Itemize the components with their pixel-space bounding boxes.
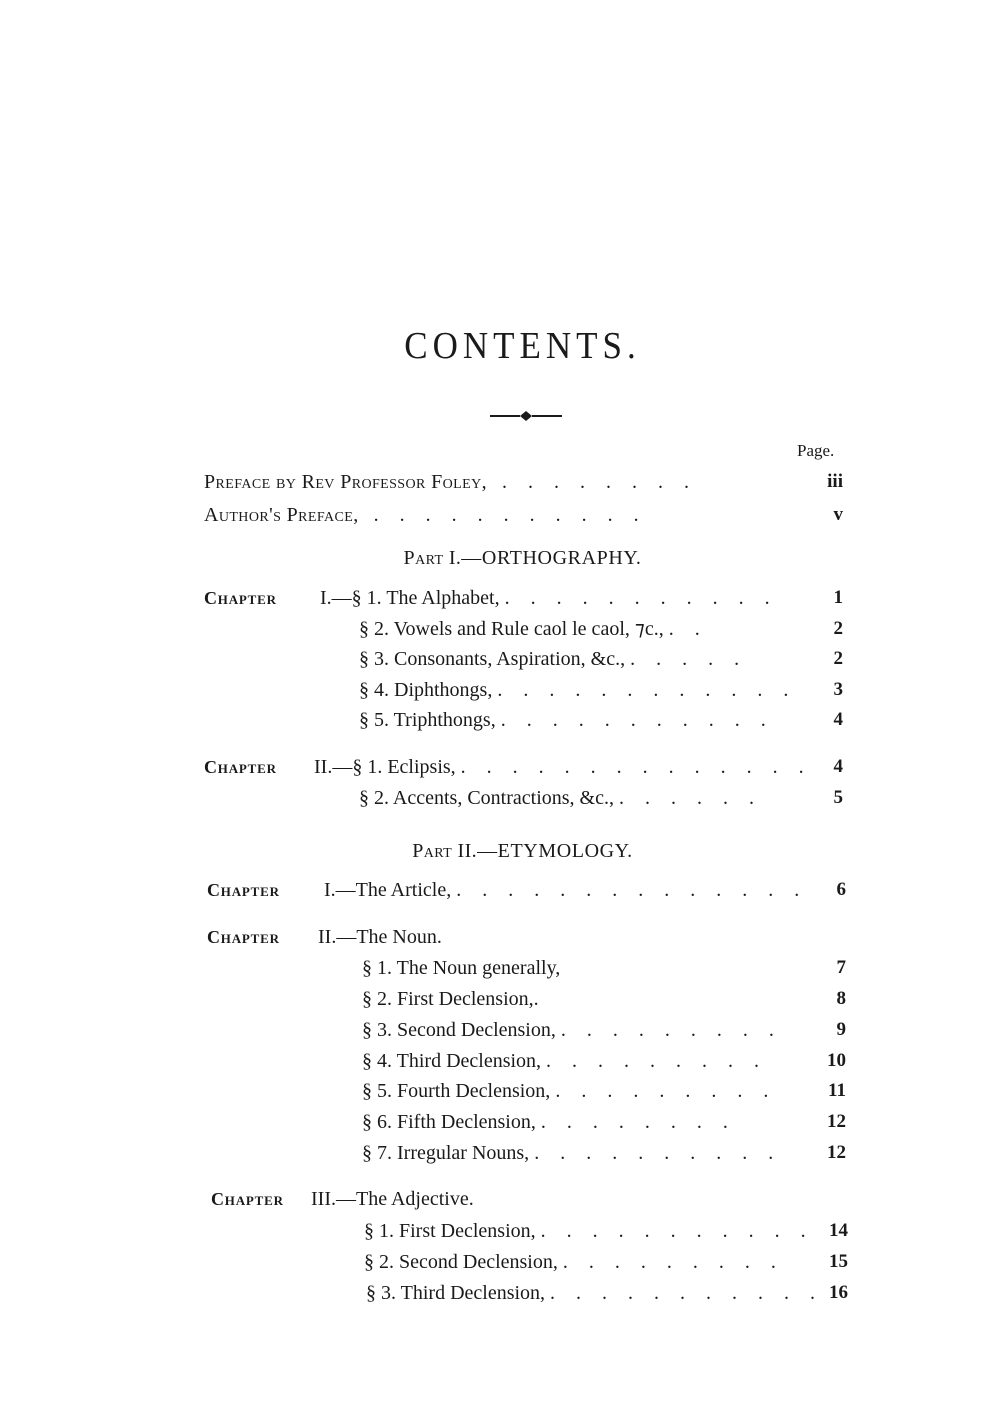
page-number: 12 [827, 1142, 846, 1163]
page-number: 7 [836, 957, 846, 978]
toc-entry [324, 877, 807, 903]
page-number: 8 [836, 988, 846, 1009]
leader-dots: . . . . . . . . [502, 471, 697, 493]
page-number: 9 [836, 1019, 846, 1040]
toc-entry [211, 1186, 284, 1212]
leader-dots: . . . . . . . . . . . . . . [460, 756, 812, 778]
toc-entry [207, 877, 280, 903]
page-number: 6 [836, 879, 846, 900]
page-number: 10 [827, 1050, 846, 1071]
entry-text: The Noun generally, [396, 957, 561, 979]
entry-text: Third Declension, [400, 1282, 546, 1304]
leader-dots: . . . . . . . . . . [534, 1142, 782, 1164]
chapter-number: III.— [311, 1188, 356, 1210]
leader-dots: . . [668, 618, 708, 640]
entry-text: Accents, Contractions, &c., [392, 787, 614, 809]
entry-label: Preface by Rev Professor Foley, [204, 471, 487, 493]
page-column-header: Page. [797, 441, 835, 460]
toc-entry [314, 754, 812, 780]
page-number: 2 [833, 618, 843, 639]
section-number: § 4. [362, 1050, 392, 1072]
leader-dots: . . . . . . . . . [546, 1050, 768, 1072]
toc-entry [204, 585, 277, 611]
entry-text: Triphthongs, [393, 709, 496, 731]
leader-dots: . . . . . [630, 648, 748, 670]
section-number: § 2. [359, 618, 389, 640]
toc-entry [320, 585, 778, 611]
toc-entry [362, 1109, 736, 1135]
toc-entry [362, 986, 544, 1012]
chapter-number: I.— [320, 587, 352, 609]
entry-text: First Declension,. [397, 988, 539, 1010]
part-title: —ETYMOLOGY. [477, 840, 633, 862]
entry-text: The Noun. [356, 926, 442, 948]
toc-entry-preface-foley [204, 469, 697, 495]
toc-entry [362, 1078, 776, 1104]
leader-dots: . . . . . . . . . . . . . . [456, 879, 808, 901]
section-number: § 3. [362, 1019, 392, 1041]
toc-entry [311, 1186, 474, 1212]
entry-text: The Article, [355, 879, 452, 901]
chapter-number: I.— [324, 879, 356, 901]
page-number: 15 [829, 1251, 848, 1272]
toc-entry [207, 924, 280, 950]
section-number: § 3. [366, 1282, 396, 1304]
toc-entry [359, 646, 747, 672]
entry-text: Second Declension, [397, 1019, 556, 1041]
leader-dots: . . . . . . [618, 787, 762, 809]
chapter-label: Chapter [207, 927, 280, 947]
part-heading [0, 545, 1000, 571]
toc-entry [362, 955, 565, 981]
page-number: 16 [829, 1282, 848, 1303]
chapter-label: Chapter [204, 588, 277, 608]
page-number: 4 [833, 709, 843, 730]
entry-text: Vowels and Rule caol le caol, ⁊c., [393, 618, 664, 640]
chapter-label: Chapter [207, 880, 280, 900]
leader-dots: . . . . . . . . . . . [540, 1220, 814, 1242]
entry-text: Second Declension, [399, 1251, 558, 1273]
page-number: 5 [833, 787, 843, 808]
toc-entry [362, 1017, 782, 1043]
toc-entry [364, 1249, 784, 1275]
toc-entry [204, 754, 277, 780]
page-number: 14 [829, 1220, 848, 1241]
part-title: —ORTHOGRAPHY. [461, 547, 642, 569]
page-number: iii [827, 471, 843, 492]
leader-dots: . . . . . . . . . . . [373, 504, 647, 526]
section-number: § 7. [362, 1142, 392, 1164]
part-prefix: Part II. [412, 840, 478, 862]
chapter-number: II.— [314, 756, 353, 778]
toc-entry [359, 616, 708, 642]
leader-dots: . . . . . . . . . . . [500, 709, 774, 731]
chapter-number: II.— [318, 926, 357, 948]
ornament-divider-icon [490, 406, 562, 426]
leader-dots: . . . . . . . . . . . [550, 1282, 824, 1304]
page-number: 2 [833, 648, 843, 669]
toc-entry-author-preface [204, 502, 647, 528]
section-number: § 1. [351, 587, 382, 609]
leader-dots: . . . . . . . . . [562, 1251, 784, 1273]
page-number: v [833, 504, 843, 525]
page-title: CONTENTS. [404, 324, 641, 367]
leader-dots: . . . . . . . . [540, 1111, 736, 1133]
section-number: § 2. [359, 787, 389, 809]
page-number: 11 [828, 1080, 846, 1101]
chapter-label: Chapter [204, 757, 277, 777]
section-number: § 1. [352, 756, 383, 778]
part-heading [0, 838, 1000, 864]
section-number: § 6. [362, 1111, 392, 1133]
entry-text: The Alphabet, [386, 587, 500, 609]
toc-entry [362, 1140, 781, 1166]
entry-text: Eclipsis, [387, 756, 456, 778]
section-number: § 1. [362, 957, 392, 979]
page-number: 4 [833, 756, 843, 777]
section-number: § 2. [364, 1251, 394, 1273]
page-number: 3 [833, 679, 843, 700]
entry-text: Fourth Declension, [397, 1080, 551, 1102]
toc-entry [366, 1280, 823, 1306]
entry-text: Fifth Declension, [397, 1111, 536, 1133]
leader-dots: . . . . . . . . . . . . [497, 679, 797, 701]
leader-dots: . . . . . . . . . [560, 1019, 782, 1041]
toc-entry [364, 1218, 814, 1244]
toc-entry [362, 1048, 767, 1074]
leader-dots: . . . . . . . . . [555, 1080, 777, 1102]
entry-label: Author's Preface, [204, 504, 359, 526]
entry-text: Diphthongs, [394, 679, 493, 701]
section-number: § 5. [362, 1080, 392, 1102]
part-prefix: Part I. [403, 547, 462, 569]
section-number: § 3. [359, 648, 389, 670]
page-number: 12 [827, 1111, 846, 1132]
page-number: 1 [833, 587, 843, 608]
section-number: § 2. [362, 988, 392, 1010]
section-number: § 4. [359, 679, 389, 701]
entry-text: Irregular Nouns, [397, 1142, 530, 1164]
entry-text: The Adjective. [355, 1188, 474, 1210]
chapter-label: Chapter [211, 1189, 284, 1209]
leader-dots: . . . . . . . . . . . [504, 587, 778, 609]
toc-entry [359, 677, 796, 703]
section-number: § 1. [364, 1220, 394, 1242]
section-number: § 5. [359, 709, 389, 731]
entry-text: Third Declension, [396, 1050, 542, 1072]
entry-text: Consonants, Aspiration, &c., [394, 648, 626, 670]
entry-text: First Declension, [399, 1220, 536, 1242]
toc-entry [359, 785, 762, 811]
toc-entry [359, 707, 774, 733]
toc-entry [318, 924, 442, 950]
